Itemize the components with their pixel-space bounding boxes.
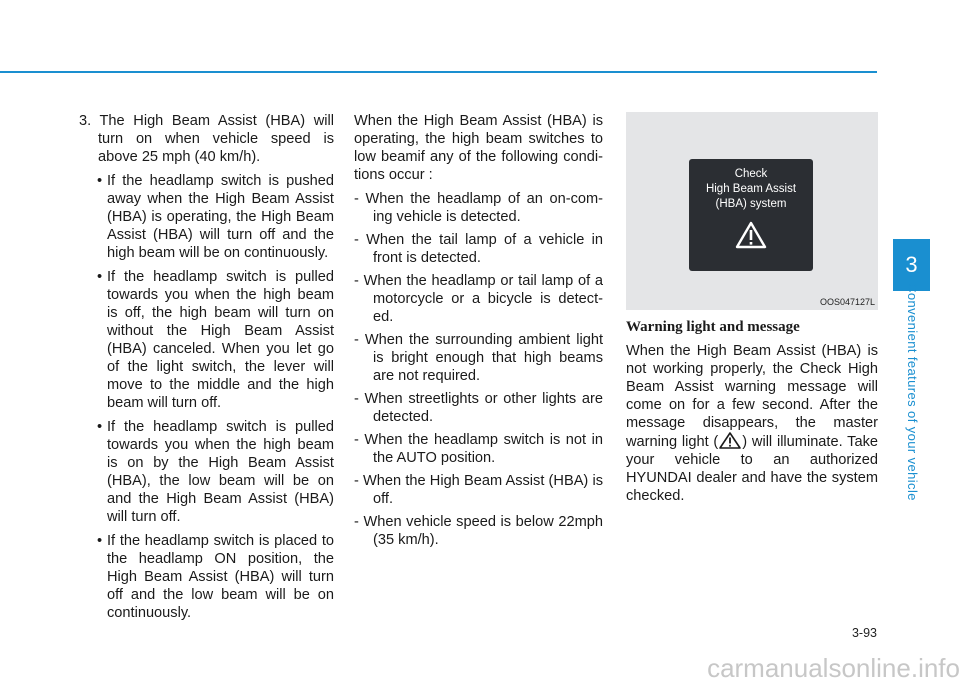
figure-code: OOS047127L [819, 297, 875, 307]
condition-item: - When the headlamp of an on-com-ing vehicle is detected. [354, 191, 603, 225]
section-heading: Warning light and message [626, 319, 800, 335]
list-item: • If the headlamp switch is placed to the headlamp ON position, the High Beam Assist (HBA) will turn off and the low beam will be on continuously. [79, 532, 334, 622]
chapter-title: Convenient features of your vehicle [905, 283, 920, 501]
condition-item: - When the surrounding ambient light is bright enough that high beams are not required. [354, 332, 603, 384]
condition-item: - When the headlamp switch is not in the AUTO position. [354, 432, 603, 466]
check-hba-message [689, 159, 813, 271]
paragraph-text: ) will illuminate. Take your vehicle to an authorized HYUNDAI dealer and have the system checked. [626, 434, 878, 504]
paragraph-text: When the High Beam Assist (HBA) is not working properly, the Check High Beam Assist warning message will come on for a few second. After the message disappears, the master warning light ( [626, 343, 878, 450]
message-line: High Beam Assist [705, 183, 797, 195]
message-line: (HBA) system [715, 198, 787, 210]
left-column [79, 112, 334, 628]
condition-item: - When vehicle speed is below 22mph (35 km/h). [354, 514, 603, 548]
condition-item: - When the headlamp or tail lamp of a motorcycle or a bicycle is detect-ed. [354, 273, 603, 325]
warning-triangle-icon [719, 432, 741, 449]
step-3: 3. The High Beam Assist (HBA) will turn on when vehicle speed is above 25 mph (40 km/h). [79, 113, 334, 165]
list-item: • If the headlamp switch is pulled towards you when the high beam is off, the high beam will turn on without the High Beam Assist (HBA) canceled. When you let go of the light switch, the lever will move to the middle and the high beam will turn off. [79, 268, 334, 412]
middle-column [354, 112, 603, 554]
list-item: • If the headlamp switch is pulled towards you when the high beam is on by the High Beam Assist (HBA), the low beam will be on and the High Beam Assist (HBA) will turn off. [79, 418, 334, 526]
list-item: • If the headlamp switch is pushed away when the High Beam Assist (HBA) is operating, the High Beam Assist (HBA) will turn off and the high beam will be on continuously. [79, 172, 334, 262]
warning-paragraph [626, 342, 878, 505]
header-rule [0, 71, 877, 73]
chapter-tab: 3 [893, 239, 930, 291]
watermark: carmanualsonline.info [707, 653, 960, 683]
condition-item: - When streetlights or other lights are detected. [354, 391, 603, 425]
condition-item: - When the High Beam Assist (HBA) is off. [354, 473, 603, 507]
cluster-message-figure [626, 112, 878, 310]
warning-triangle-icon [735, 221, 767, 249]
right-column [626, 112, 878, 511]
message-line: Check [734, 168, 768, 180]
condition-item: - When the tail lamp of a vehicle in front is detected. [354, 232, 603, 266]
conditions-intro: When the High Beam Assist (HBA) is operating, the high beam switches to low beamif any of the following condi-tions occur : [354, 113, 603, 183]
page-number: 3-93 [851, 626, 877, 640]
